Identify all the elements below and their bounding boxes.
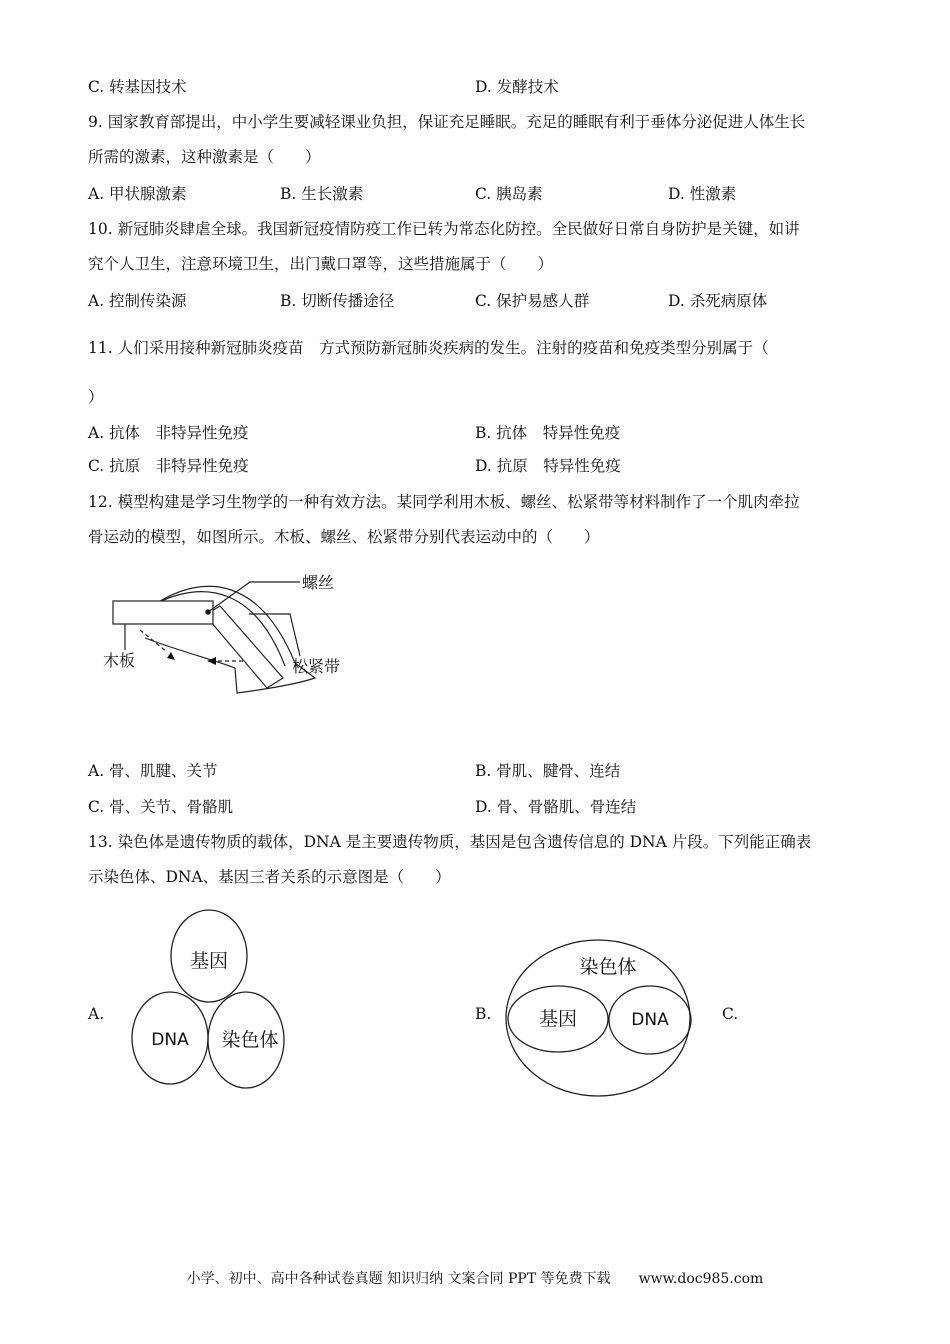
q12-text-line2: 骨运动的模型，如图所示。木板、螺丝、松紧带分别代表运动中的（ ） xyxy=(88,528,600,546)
label-dna-b: DNA xyxy=(631,1010,669,1030)
q9-option-a: A. 甲状腺激素 xyxy=(88,185,187,203)
label-dna-a: DNA xyxy=(151,1030,189,1050)
q11-text-line2: ） xyxy=(88,388,104,406)
q13-figure-b xyxy=(500,935,710,1105)
q11-option-a: A. 抗体 非特异性免疫 xyxy=(88,424,249,442)
q9-text-line1: 9. 国家教育部提出，中小学生要减轻课业负担，保证充足睡眠。充足的睡眠有利于垂体分泌促进人体生长 xyxy=(88,113,806,131)
elastic-band xyxy=(157,586,295,663)
label-screw: 螺丝 xyxy=(302,573,335,592)
q8-option-c: C. 转基因技术 xyxy=(88,78,187,96)
q12-option-d: D. 骨、骨骼肌、骨连结 xyxy=(475,798,637,816)
q10-text-line2: 究个人卫生，注意环境卫生，出门戴口罩等，这些措施属于（ ） xyxy=(88,255,554,273)
q9-option-b: B. 生长激素 xyxy=(280,185,364,203)
q8-option-d: D. 发酵技术 xyxy=(475,78,559,96)
q13-figure-a xyxy=(125,905,295,1095)
label-band: 松紧带 xyxy=(292,657,341,676)
q13-option-c: C. xyxy=(722,1005,739,1023)
q11-text-line1: 11. 人们采用接种新冠肺炎疫苗 方式预防新冠肺炎疾病的发生。注射的疫苗和免疫类型分别属于（ xyxy=(88,339,769,357)
q12-model-figure xyxy=(95,568,365,703)
q12-option-b: B. 骨肌、腱骨、连结 xyxy=(475,762,621,780)
q9-text-line2: 所需的激素，这种激素是（ ） xyxy=(88,148,321,166)
q11-option-b: B. 抗体 特异性免疫 xyxy=(475,424,621,442)
label-chromosome-b: 染色体 xyxy=(579,956,637,978)
page-footer: 小学、初中、高中各种试卷真题 知识归纳 文案合同 PPT 等免费下载 www.doc985.com xyxy=(186,1271,764,1287)
q13-option-b: B. xyxy=(475,1005,492,1023)
label-gene-a: 基因 xyxy=(189,950,229,972)
q10-option-a: A. 控制传染源 xyxy=(88,292,187,310)
q13-text-line1: 13. 染色体是遗传物质的载体，DNA 是主要遗传物质，基因是包含遗传信息的 DNA 片段。下列能正确表 xyxy=(88,833,812,851)
q12-option-a: A. 骨、肌腱、关节 xyxy=(88,762,218,780)
q10-text-line1: 10. 新冠肺炎肆虐全球。我国新冠疫情防疫工作已转为常态化防控。全民做好日常自身防护是关键，如讲 xyxy=(88,220,800,238)
q11-option-d: D. 抗原 特异性免疫 xyxy=(475,457,621,475)
q12-option-c: C. 骨、关节、骨骼肌 xyxy=(88,798,234,816)
q9-option-d: D. 性激素 xyxy=(668,185,737,203)
q13-option-a: A. xyxy=(88,1005,105,1023)
label-board: 木板 xyxy=(103,651,136,670)
q10-option-c: C. 保护易感人群 xyxy=(475,292,590,310)
label-chromosome-a: 染色体 xyxy=(221,1029,279,1051)
q11-option-c: C. 抗原 非特异性免疫 xyxy=(88,457,249,475)
q10-option-b: B. 切断传播途径 xyxy=(280,292,395,310)
lower-board xyxy=(205,606,283,688)
upper-board xyxy=(113,601,213,624)
q12-text-line1: 12. 模型构建是学习生物学的一种有效方法。某同学利用木板、螺丝、松紧带等材料制作了一个肌肉牵拉 xyxy=(88,493,800,511)
q9-option-c: C. 胰岛素 xyxy=(475,185,543,203)
q10-option-d: D. 杀死病原体 xyxy=(668,292,768,310)
q13-text-line2: 示染色体、DNA、基因三者关系的示意图是（ ） xyxy=(88,868,451,886)
label-gene-b: 基因 xyxy=(538,1008,578,1030)
